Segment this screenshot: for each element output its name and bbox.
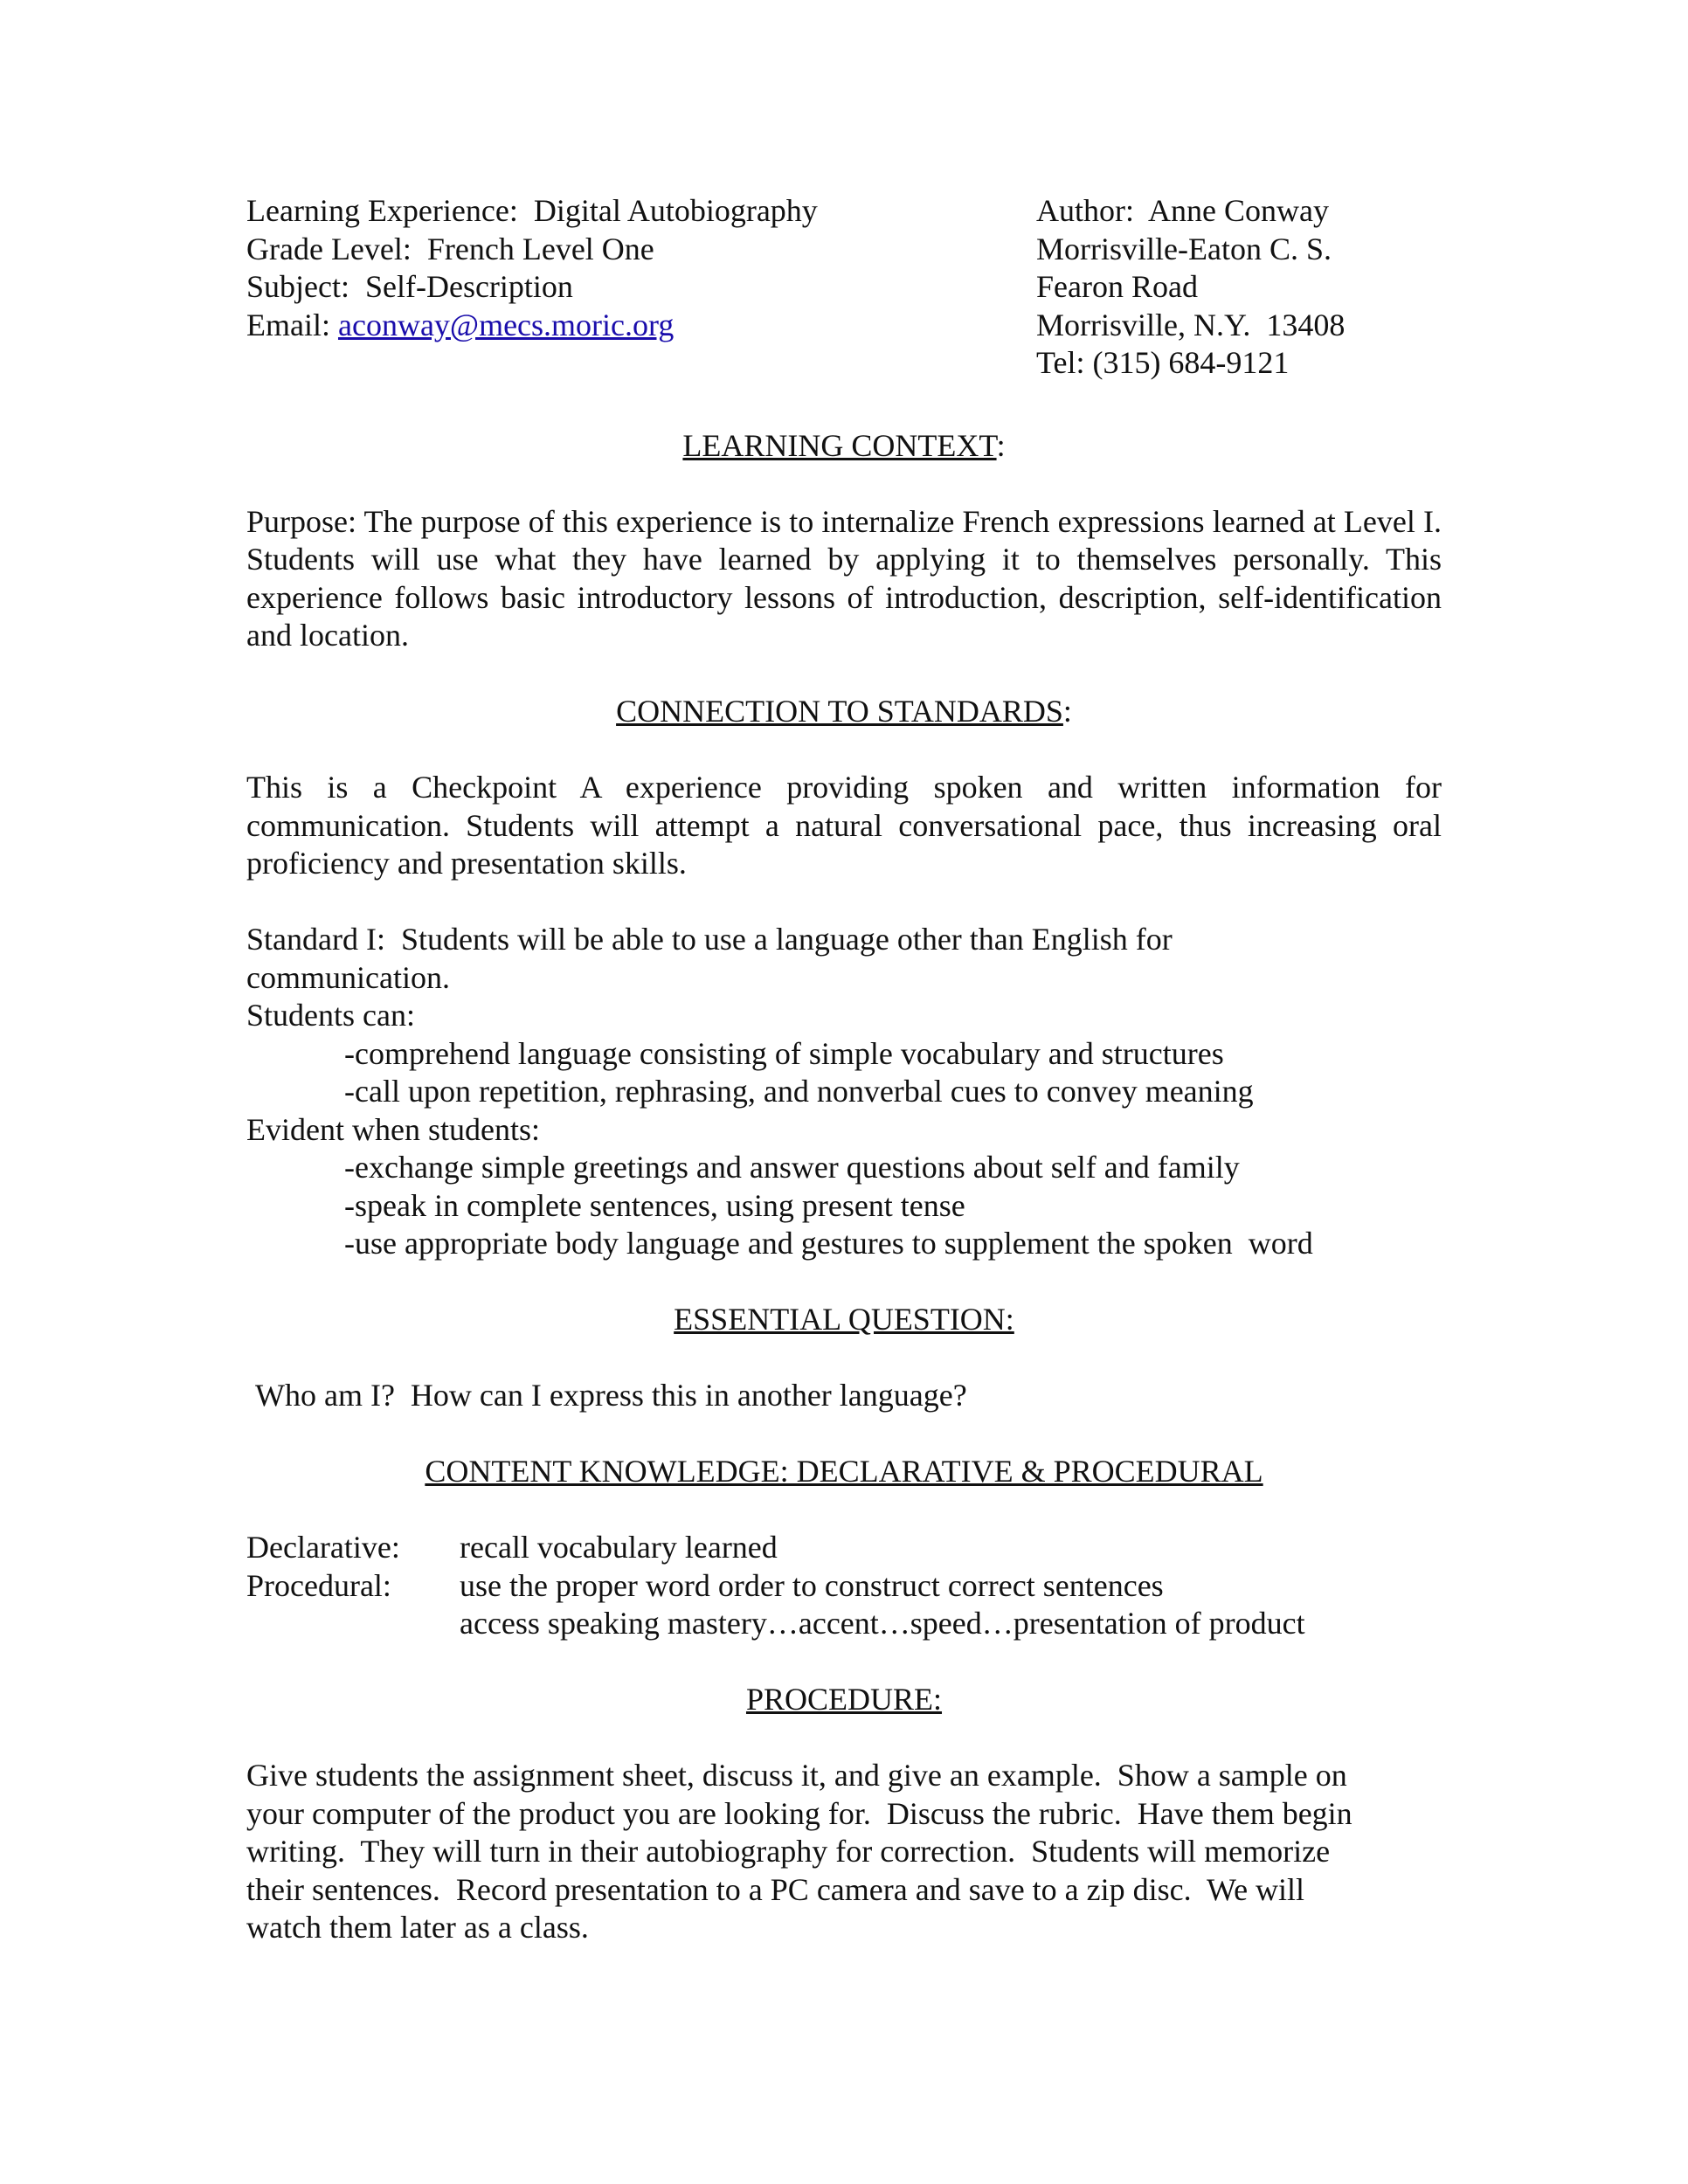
procedural-value: use the proper word order to construct correct sentences <box>460 1567 1164 1603</box>
document-header <box>246 192 1442 389</box>
procedural-label: Procedural: <box>246 1567 391 1603</box>
document-page <box>246 192 1442 1947</box>
procedure-line: watch them later as a class. <box>246 1910 589 1945</box>
evident-when-label: Evident when students: <box>246 1111 540 1147</box>
procedure-line: writing. They will turn in their autobiography for correction. Students will memorize <box>246 1834 1331 1869</box>
declarative-value: recall vocabulary learned <box>460 1530 778 1565</box>
connection-to-standards-heading: CONNECTION TO STANDARDS: <box>616 694 1072 729</box>
city-line: Morrisville, N.Y. 13408 <box>1036 307 1346 342</box>
email-link[interactable]: aconway@mecs.moric.org <box>337 307 675 342</box>
declarative-label: Declarative: <box>246 1530 400 1565</box>
grade-level-line: Grade Level: French Level One <box>246 231 654 266</box>
essential-question-body: Who am I? How can I express this in another language? <box>255 1378 967 1413</box>
evident-item: -speak in complete sentences, using present tense <box>344 1187 965 1223</box>
procedure-line: your computer of the product you are looking for. Discuss the rubric. Have them begin <box>246 1795 1352 1831</box>
procedural-value: access speaking mastery…accent…speed…presentation of product <box>460 1606 1305 1641</box>
email-line <box>246 307 818 345</box>
can-item: -call upon repetition, rephrasing, and nonverbal cues to convey meaning <box>344 1074 1254 1109</box>
learning-experience-line: Learning Experience: Digital Autobiography <box>246 193 818 228</box>
procedural-row-continued <box>246 1605 1442 1643</box>
header-right-block <box>1036 192 1345 383</box>
learning-context-heading: LEARNING CONTEXT: <box>682 427 1006 463</box>
author-line: Author: Anne Conway <box>1036 193 1329 228</box>
students-can-label: Students can: <box>246 998 415 1033</box>
standard-line-2: communication. <box>246 959 450 995</box>
declarative-row <box>246 1529 1442 1567</box>
procedure-heading: PROCEDURE: <box>745 1682 943 1717</box>
evident-item: -use appropriate body language and gestures to supplement the spoken word <box>344 1226 1313 1261</box>
header-left-block <box>246 192 818 344</box>
evident-item: -exchange simple greetings and answer questions about self and family <box>344 1150 1240 1185</box>
school-line: Morrisville-Eaton C. S. <box>1036 231 1332 266</box>
learning-context-body: Purpose: The purpose of this experience is to internalize French expressions learned at Level I. Students will use what they have learned by applying it to themselves personally. This experience follows basic introductory lessons of introduction, description, self-identification and location. <box>246 503 1442 653</box>
content-knowledge-heading: CONTENT KNOWLEDGE: DECLARATIVE & PROCEDURAL <box>425 1454 1263 1489</box>
standard-line-1: Standard I: Students will be able to use a language other than English for <box>246 922 1173 957</box>
procedural-row <box>246 1567 1442 1606</box>
subject-line: Subject: Self-Description <box>246 269 573 304</box>
procedure-line: their sentences. Record presentation to a PC camera and save to a zip disc. We will <box>246 1871 1305 1907</box>
email-label: Email: <box>246 307 338 342</box>
procedure-line: Give students the assignment sheet, discuss it, and give an example. Show a sample on <box>246 1758 1347 1793</box>
tel-line: Tel: (315) 684-9121 <box>1036 345 1290 380</box>
can-item: -comprehend language consisting of simple vocabulary and structures <box>344 1035 1224 1071</box>
essential-question-heading: ESSENTIAL QUESTION: <box>674 1302 1014 1337</box>
connection-to-standards-body: This is a Checkpoint A experience providing spoken and written information for communication. Students will attempt a natural conversational pace, thus increasing oral proficiency and presentation skills. <box>246 770 1442 881</box>
street-line: Fearon Road <box>1036 269 1198 304</box>
